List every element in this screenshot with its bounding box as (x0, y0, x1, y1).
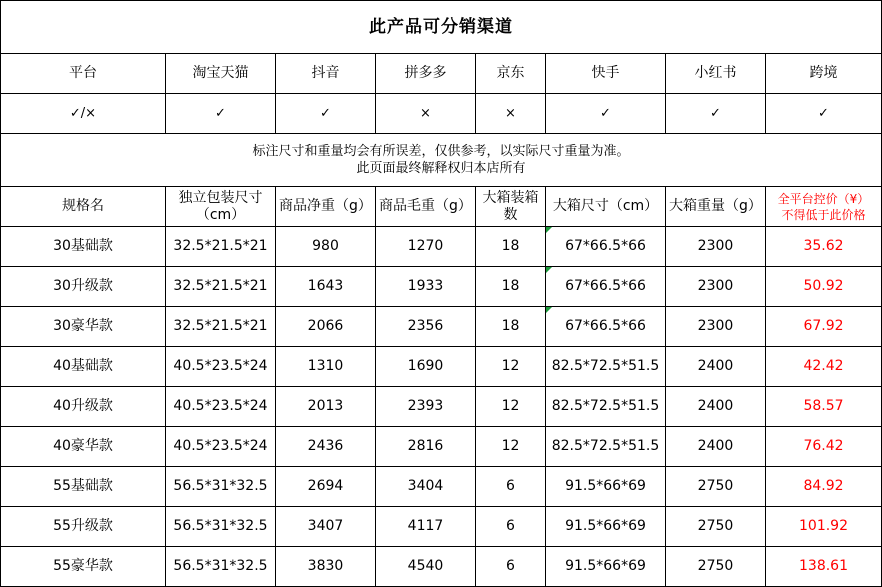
availability-row (1, 94, 882, 134)
cell-net-weight: 1643 (276, 267, 376, 307)
header-price-line-2: 不得低于此价格 (781, 207, 866, 222)
platform-jd: 京东 (476, 54, 546, 94)
cell-box-size: 91.5*66*69 (546, 467, 666, 507)
cell-box-qty: 12 (476, 347, 546, 387)
cell-gross-weight: 2393 (376, 387, 476, 427)
cell-box-qty: 18 (476, 227, 546, 267)
cell-spec: 40升级款 (1, 387, 166, 427)
header-price-control (766, 187, 882, 227)
cell-box-size: 82.5*72.5*51.5 (546, 427, 666, 467)
platform-xiaohongshu: 小红书 (666, 54, 766, 94)
check-icon: ✓ (666, 94, 766, 134)
cell-box-weight: 2400 (666, 387, 766, 427)
cell-box-qty: 6 (476, 467, 546, 507)
disclaimer-line-1: 标注尺寸和重量均会有所误差，仅供参考，以实际尺寸重量为准。 (252, 144, 630, 159)
cell-gross-weight: 4117 (376, 507, 476, 547)
check-icon: ✓ (166, 94, 276, 134)
sheet-title: 此产品可分销渠道 (1, 1, 882, 54)
cell-price: 101.92 (766, 507, 882, 547)
cell-pack-size: 56.5*31*32.5 (166, 547, 276, 587)
cell-box-qty: 12 (476, 427, 546, 467)
cell-gross-weight: 2816 (376, 427, 476, 467)
disclaimer-line-2: 此页面最终解释权归本店所有 (356, 161, 526, 176)
table-row (1, 267, 882, 307)
cell-gross-weight: 3404 (376, 467, 476, 507)
table-row (1, 547, 882, 587)
cell-net-weight: 2694 (276, 467, 376, 507)
cell-price: 50.92 (766, 267, 882, 307)
table-row (1, 467, 882, 507)
cell-pack-size: 32.5*21.5*21 (166, 227, 276, 267)
cell-net-weight: 3407 (276, 507, 376, 547)
table-row (1, 227, 882, 267)
cell-gross-weight: 1690 (376, 347, 476, 387)
cell-box-weight: 2300 (666, 267, 766, 307)
header-gross-weight: 商品毛重（g） (376, 187, 476, 227)
cell-box-qty: 6 (476, 547, 546, 587)
check-icon: ✓ (766, 94, 882, 134)
cross-icon: × (376, 94, 476, 134)
cell-box-qty: 12 (476, 387, 546, 427)
cell-spec: 40豪华款 (1, 427, 166, 467)
cell-box-qty: 18 (476, 267, 546, 307)
cell-box-weight: 2750 (666, 547, 766, 587)
cell-pack-size: 40.5*23.5*24 (166, 387, 276, 427)
platform-label: 平台 (1, 54, 166, 94)
cell-net-weight: 3830 (276, 547, 376, 587)
table-row (1, 347, 882, 387)
cell-price: 35.62 (766, 227, 882, 267)
cell-pack-size: 40.5*23.5*24 (166, 347, 276, 387)
cell-spec: 30升级款 (1, 267, 166, 307)
header-box-qty: 大箱装箱数 (476, 187, 546, 227)
cell-pack-size: 56.5*31*32.5 (166, 507, 276, 547)
cell-spec: 30豪华款 (1, 307, 166, 347)
cell-spec: 55豪华款 (1, 547, 166, 587)
cell-pack-size: 40.5*23.5*24 (166, 427, 276, 467)
platform-pinduoduo: 拼多多 (376, 54, 476, 94)
header-price-line-1: 全平台控价（¥） (777, 191, 870, 206)
cell-box-weight: 2300 (666, 307, 766, 347)
cell-price: 42.42 (766, 347, 882, 387)
cell-net-weight: 980 (276, 227, 376, 267)
cell-box-size: 82.5*72.5*51.5 (546, 387, 666, 427)
table-row (1, 387, 882, 427)
cell-box-qty: 18 (476, 307, 546, 347)
cell-net-weight: 2436 (276, 427, 376, 467)
cell-price: 67.92 (766, 307, 882, 347)
header-pack-size: 独立包装尺寸（cm） (166, 187, 276, 227)
cell-net-weight: 1310 (276, 347, 376, 387)
cell-net-weight: 2013 (276, 387, 376, 427)
cell-gross-weight: 4540 (376, 547, 476, 587)
cross-icon: × (476, 94, 546, 134)
cell-price: 58.57 (766, 387, 882, 427)
cell-box-size: 91.5*66*69 (546, 507, 666, 547)
cell-price: 138.61 (766, 547, 882, 587)
cell-net-weight: 2066 (276, 307, 376, 347)
cell-gross-weight: 1270 (376, 227, 476, 267)
header-box-weight: 大箱重量（g） (666, 187, 766, 227)
check-icon: ✓ (276, 94, 376, 134)
check-icon: ✓ (546, 94, 666, 134)
cell-box-weight: 2750 (666, 467, 766, 507)
header-spec: 规格名 (1, 187, 166, 227)
header-net-weight: 商品净重（g） (276, 187, 376, 227)
cell-box-weight: 2750 (666, 507, 766, 547)
cell-box-size: 67*66.5*66 (546, 267, 666, 307)
availability-legend: ✓/× (1, 94, 166, 134)
cell-pack-size: 32.5*21.5*21 (166, 267, 276, 307)
platform-douyin: 抖音 (276, 54, 376, 94)
cell-box-size: 67*66.5*66 (546, 227, 666, 267)
cell-spec: 55升级款 (1, 507, 166, 547)
platform-taobao-tmall: 淘宝天猫 (166, 54, 276, 94)
cell-box-weight: 2300 (666, 227, 766, 267)
cell-pack-size: 56.5*31*32.5 (166, 467, 276, 507)
cell-spec: 30基础款 (1, 227, 166, 267)
cell-gross-weight: 1933 (376, 267, 476, 307)
cell-box-qty: 6 (476, 507, 546, 547)
cell-pack-size: 32.5*21.5*21 (166, 307, 276, 347)
cell-box-size: 91.5*66*69 (546, 547, 666, 587)
table-row (1, 507, 882, 547)
header-box-size: 大箱尺寸（cm） (546, 187, 666, 227)
cell-spec: 55基础款 (1, 467, 166, 507)
cell-box-weight: 2400 (666, 347, 766, 387)
platform-row (1, 54, 882, 94)
table-row (1, 427, 882, 467)
cell-box-size: 67*66.5*66 (546, 307, 666, 347)
cell-gross-weight: 2356 (376, 307, 476, 347)
column-header-row (1, 187, 882, 227)
cell-spec: 40基础款 (1, 347, 166, 387)
table-row (1, 307, 882, 347)
platform-cross-border: 跨境 (766, 54, 882, 94)
platform-kuaishou: 快手 (546, 54, 666, 94)
cell-box-weight: 2400 (666, 427, 766, 467)
disclaimer-notice (1, 134, 882, 187)
cell-box-size: 82.5*72.5*51.5 (546, 347, 666, 387)
cell-price: 76.42 (766, 427, 882, 467)
cell-price: 84.92 (766, 467, 882, 507)
